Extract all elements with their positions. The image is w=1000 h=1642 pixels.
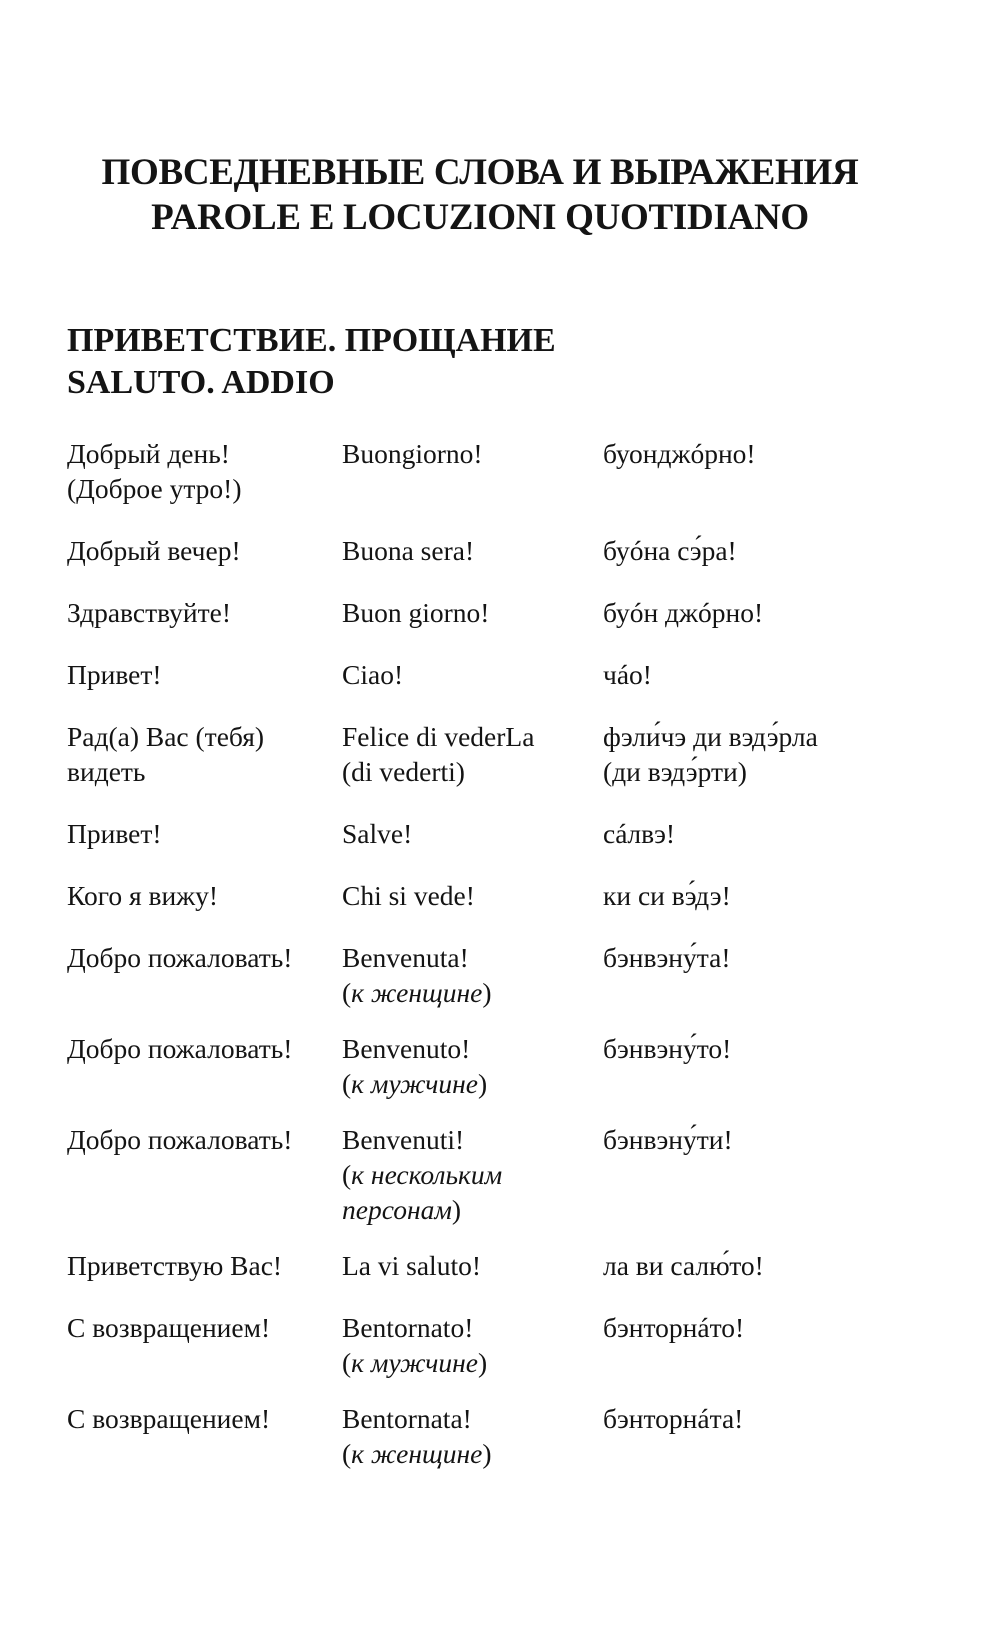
italian-phrase [342,719,603,789]
phrase-row [67,1248,947,1283]
italian-phrase [342,1310,603,1380]
phrase-row [67,940,947,1010]
italian-phrase-line: Chi si vede! [342,880,475,911]
usage-note [342,1066,603,1101]
usage-note [342,1436,603,1471]
italian-phrase [342,595,603,630]
chapter-title-ru: ПОВСЕДНЕВНЫЕ СЛОВА И ВЫРАЖЕНИЯ [101,152,859,193]
transcription-line: буонджóрно! [603,438,756,469]
transcription [603,940,947,1010]
russian-phrase-line: Привет! [67,659,162,690]
transcription-line: чáо! [603,659,652,690]
italian-phrase [342,1122,603,1227]
transcription [603,878,947,913]
italian-phrase-line: Felice di vederLa [342,721,535,752]
russian-phrase-line: (Доброе утро!) [67,473,242,504]
phrase-row [67,533,947,568]
russian-phrase-line: Добро пожаловать! [67,942,293,973]
russian-phrase [67,1122,342,1227]
transcription [603,533,947,568]
italian-phrase-line: Buon giorno! [342,597,490,628]
chapter-title-it: PAROLE E LOCUZIONI QUOTIDIANO [151,197,809,238]
section-title [67,320,556,404]
russian-phrase [67,878,342,913]
section-title-it: SALUTO. ADDIO [67,364,335,401]
italian-phrase-line: Ciao! [342,659,404,690]
italian-phrase-line: Bentornata! [342,1403,472,1434]
usage-note-line: (к мужчине) [342,1068,488,1099]
transcription [603,436,947,506]
italian-phrase [342,657,603,692]
italian-phrase [342,436,603,506]
italian-phrase-line: Salve! [342,818,413,849]
italian-phrase [342,940,603,1010]
phrase-row [67,657,947,692]
chapter-title [0,150,960,240]
usage-note-line: персонам) [342,1194,462,1225]
russian-phrase [67,436,342,506]
italian-phrase [342,1401,603,1471]
transcription-line: ла ви салю́то! [603,1250,764,1281]
transcription [603,719,947,789]
russian-phrase [67,657,342,692]
section-title-ru: ПРИВЕТСТВИЕ. ПРОЩАНИЕ [67,322,556,359]
italian-phrase-line: Buona sera! [342,535,475,566]
phrase-row [67,878,947,913]
transcription-line: ки си вэ́дэ! [603,880,731,911]
transcription-line: буóн джóрно! [603,597,764,628]
russian-phrase-line: видеть [67,756,146,787]
italian-phrase [342,1248,603,1283]
usage-note-line: (к нескольким [342,1159,503,1190]
transcription-line: сáлвэ! [603,818,676,849]
usage-note-line: (к мужчине) [342,1347,488,1378]
transcription-line: бэнторнáта! [603,1403,744,1434]
italian-phrase-line: Benvenuti! [342,1124,465,1155]
russian-phrase [67,1248,342,1283]
russian-phrase [67,1401,342,1471]
russian-phrase [67,533,342,568]
phrase-row [67,436,947,506]
italian-phrase-line: Buongiorno! [342,438,483,469]
phrase-row [67,595,947,630]
phrase-row [67,1122,947,1227]
russian-phrase [67,816,342,851]
transcription [603,657,947,692]
russian-phrase [67,1310,342,1380]
usage-note-line: (к женщине) [342,1438,492,1469]
russian-phrase [67,595,342,630]
transcription-line: буóна сэ́ра! [603,535,737,566]
transcription-line: бэнвэну́та! [603,942,731,973]
russian-phrase-line: Добрый день! [67,438,230,469]
italian-phrase-line: Benvenuto! [342,1033,471,1064]
phrase-row [67,1310,947,1380]
russian-phrase [67,719,342,789]
russian-phrase-line: Приветствую Вас! [67,1250,283,1281]
russian-phrase-line: Здравствуйте! [67,597,231,628]
italian-phrase-line: Bentornato! [342,1312,474,1343]
russian-phrase-line: Кого я вижу! [67,880,219,911]
italian-phrase [342,878,603,913]
transcription [603,1310,947,1380]
phrase-row [67,816,947,851]
russian-phrase-line: Добрый вечер! [67,535,241,566]
italian-phrase-line: La vi saluto! [342,1250,481,1281]
transcription [603,816,947,851]
phrase-list [67,436,947,1471]
russian-phrase-line: Добро пожаловать! [67,1033,293,1064]
usage-note-line: (к женщине) [342,977,492,1008]
transcription [603,1401,947,1471]
phrase-row [67,719,947,789]
russian-phrase [67,940,342,1010]
italian-phrase [342,1031,603,1101]
usage-note [342,1157,603,1227]
usage-note [342,975,603,1010]
transcription-line: бэнвэну́ти! [603,1124,733,1155]
italian-phrase-line: Benvenuta! [342,942,469,973]
italian-phrase [342,816,603,851]
transcription-line: бэнвэну́то! [603,1033,732,1064]
transcription-line: бэнторнáто! [603,1312,745,1343]
russian-phrase-line: Добро пожаловать! [67,1124,293,1155]
russian-phrase [67,1031,342,1101]
russian-phrase-line: Рад(а) Вас (тебя) [67,721,265,752]
phrase-row [67,1401,947,1471]
russian-phrase-line: С возвращением! [67,1312,271,1343]
usage-note [342,1345,603,1380]
transcription-line: фэли́чэ ди вэдэ́рла [603,721,818,752]
italian-phrase-line: (di vederti) [342,756,465,787]
transcription-line: (ди вэдэ́рти) [603,756,747,787]
transcription [603,595,947,630]
transcription [603,1248,947,1283]
russian-phrase-line: С возвращением! [67,1403,271,1434]
italian-phrase [342,533,603,568]
transcription [603,1031,947,1101]
transcription [603,1122,947,1227]
phrase-row [67,1031,947,1101]
russian-phrase-line: Привет! [67,818,162,849]
